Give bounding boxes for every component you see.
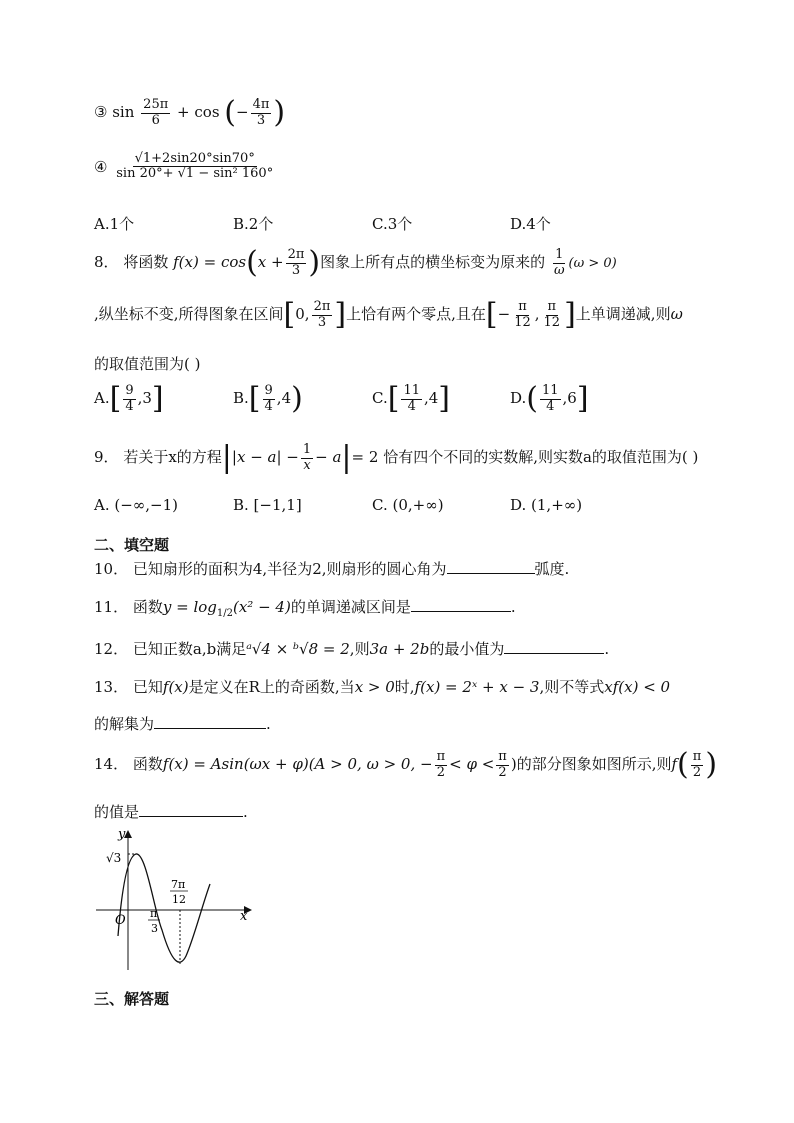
den: 12 — [514, 314, 531, 330]
den: x — [303, 457, 311, 473]
q9-eq-b: − a — [315, 448, 342, 466]
q11 — [94, 596, 516, 619]
q8-text-b: 图象上所有点的横坐标变为原来的 — [320, 253, 546, 271]
den: 4 — [125, 398, 134, 414]
bracket-left: [ — [283, 297, 296, 332]
q9-eq-c: = 2 — [351, 448, 379, 466]
q8-int1-frac — [312, 300, 333, 330]
num: π — [436, 749, 446, 765]
bracket-left: [ — [485, 297, 498, 332]
q14-f: f — [671, 755, 678, 773]
num: 2π — [287, 247, 305, 263]
q9-line-1 — [94, 440, 699, 475]
q9-eq-a: |x − a| − — [231, 448, 299, 466]
q10-text-b: 弧度. — [534, 560, 570, 578]
q14-line-1 — [94, 747, 718, 782]
q13-text-a: 已知 — [132, 678, 163, 696]
bracket-left: [ — [248, 381, 261, 416]
q8-frac-2pi-3 — [286, 248, 307, 278]
q8-text-a: 将函数 — [123, 253, 169, 271]
q8-line2-a: ,纵坐标不变,所得图象在区间 — [94, 305, 284, 323]
q9-text-a: 若关于x的方程 — [123, 448, 222, 466]
q8-line-2: ,纵坐标不变,所得图象在区间[0, $\frac{2\pi}{3}$ ]上恰有两个零点,且在[− $\frac{\pi}{12}$ , $\frac{\pi}{12}$ ]上单调递减,则ω — [94, 297, 683, 332]
pi-third-num: π — [150, 907, 158, 920]
pi-third-den: 3 — [151, 922, 158, 935]
rest: ,6 — [562, 389, 577, 407]
omega: ω — [670, 305, 683, 323]
num: 9 — [264, 383, 273, 399]
q12-expr2: 3a + 2b — [369, 640, 430, 658]
rest: ,4 — [276, 389, 292, 407]
den: 2 — [436, 764, 445, 780]
q8-w-cond: (ω > 0) — [568, 256, 617, 271]
den: 4 — [407, 398, 416, 414]
frac — [263, 384, 275, 414]
q14-end: . — [243, 803, 248, 821]
den: 6 — [151, 112, 160, 128]
bracket-right: ] — [151, 381, 164, 416]
q14-line2: 的值是 — [94, 803, 140, 821]
label: D. — [510, 389, 527, 407]
item-4-mark: ④ — [94, 157, 108, 176]
q11-arg: (x² − 4) — [233, 598, 291, 616]
q8-number: 8． — [94, 253, 119, 271]
section-2-heading: 二、填空题 — [94, 536, 170, 554]
paren-left: ( — [246, 245, 258, 280]
minus: − — [497, 305, 511, 323]
q13-cond: x > 0 — [354, 678, 395, 696]
num: 1 — [302, 442, 312, 458]
num: 11 — [403, 383, 420, 399]
q10-text-a: 已知扇形的面积为4,半径为2,则扇形的圆心角为 — [132, 560, 447, 578]
q14-frac-3 — [691, 750, 704, 780]
q13-fx: f(x) — [162, 678, 189, 696]
q8-line2-c: 上单调递减,则 — [575, 305, 671, 323]
q8-option-d — [510, 381, 589, 416]
item-3-mark: ③ — [94, 103, 108, 121]
q13-text-d: ,则不等式 — [539, 678, 605, 696]
q12 — [94, 638, 609, 659]
num: 4π — [252, 97, 270, 113]
label: B. — [233, 389, 249, 407]
answer-blank — [504, 639, 604, 654]
q8-option-b — [233, 381, 303, 416]
q9-option-d: D. (1,+∞) — [510, 496, 583, 514]
paren-left: ( — [526, 381, 538, 416]
sin-text: sin — [112, 103, 135, 121]
q9-frac — [301, 443, 313, 473]
num: 1 — [555, 247, 564, 263]
paren-right: ) — [705, 747, 718, 782]
rest: ,3 — [137, 389, 152, 407]
frac — [540, 384, 561, 414]
q8-int1-a: 0, — [295, 305, 310, 323]
q11-text-a: 函数 — [132, 598, 163, 616]
paren-right: ) — [291, 381, 303, 416]
section-3-heading: 三、解答题 — [94, 990, 170, 1008]
paren-left: ( — [224, 95, 237, 130]
q9-number: 9． — [94, 448, 119, 466]
answer-blank — [447, 559, 535, 574]
den: 4 — [264, 398, 273, 414]
q9-text-b: 恰有四个不同的实数解,则实数a的取值范围为( ) — [383, 448, 699, 466]
q13-number: 13． — [94, 678, 129, 696]
den: sin 20°+ √1 − sin² 160° — [116, 166, 274, 182]
q10-number: 10． — [94, 560, 129, 578]
q12-text-b: ,则 — [349, 640, 370, 658]
num: 2π — [313, 299, 331, 315]
num: 9 — [125, 383, 134, 399]
abs-right: | — [341, 440, 352, 475]
bracket-right: ] — [564, 297, 576, 332]
q7-option-c: C.3个 — [372, 215, 413, 233]
paren-right: ) — [273, 95, 286, 130]
q8-int2-frac1 — [512, 300, 533, 330]
rest: ,4 — [423, 389, 439, 407]
sqrt3-label: √3 — [106, 851, 122, 865]
num: √1+2sin20°sin70° — [134, 151, 255, 166]
den: 3 — [291, 262, 301, 278]
paren-left: ( — [677, 747, 689, 782]
q8-line2-b: 上恰有两个零点,且在 — [346, 305, 486, 323]
num: π — [498, 749, 507, 765]
q7-option-b: B.2个 — [233, 215, 274, 233]
q14-tail: ) — [510, 755, 517, 773]
answer-blank — [139, 802, 243, 817]
q7-option-a: A.1个 — [94, 215, 135, 233]
q12-text-c: 的最小值为 — [429, 640, 505, 658]
sine-curve — [118, 854, 210, 962]
q8-line-3: 的取值范围为( ) — [94, 355, 201, 373]
q11-base: 1/2 — [216, 608, 233, 619]
q9-option-a: A. (−∞,−1) — [94, 496, 179, 514]
item-3: ③ sin $\frac{25\pi}{6}$ + cos (− $\frac{4\pi}{3}$ ) — [94, 95, 286, 130]
q12-end: . — [604, 640, 610, 658]
den: 12 — [543, 314, 561, 330]
x-label: x — [240, 909, 248, 924]
y-label: y — [118, 827, 126, 842]
seven-pi-den: 12 — [172, 893, 186, 906]
q11-number: 11． — [94, 598, 129, 616]
den: 3 — [317, 314, 327, 330]
bracket-left: [ — [387, 381, 400, 416]
q8-line-1 — [94, 245, 617, 280]
label: A. — [94, 389, 110, 407]
q8-frac-1-omega — [552, 248, 567, 278]
q10 — [94, 558, 569, 579]
q14-expr: f(x) = Asin(ωx + φ)(A > 0, ω > 0, − — [162, 755, 433, 773]
fraction-25pi-6 — [141, 98, 170, 128]
bracket-right: ] — [438, 381, 451, 416]
q14-frac-1 — [435, 750, 448, 780]
q7-option-d: D.4个 — [510, 215, 551, 233]
den: 2 — [692, 764, 702, 780]
q8-func: f(x) = cos — [173, 253, 247, 271]
q13-text-b: 是定义在R上的奇函数,当 — [188, 678, 355, 696]
q13-end: . — [266, 715, 271, 733]
fraction-4pi-3 — [251, 98, 272, 128]
num: 25π — [143, 97, 169, 113]
q9-option-b: B. [−1,1] — [233, 496, 302, 514]
q11-expr: y = log — [162, 598, 217, 616]
origin-label: O — [115, 913, 126, 928]
q8-int2-frac2 — [542, 300, 563, 330]
den: 3 — [256, 112, 266, 128]
fraction-sqrt — [114, 152, 275, 182]
abs-left: | — [221, 440, 232, 475]
q14-text-a: 函数 — [132, 755, 163, 773]
label: C. — [372, 389, 388, 407]
q14-frac-2 — [496, 750, 509, 780]
frac — [123, 384, 135, 414]
q14-mid: < φ < — [449, 755, 495, 773]
q14-text-b: 的部分图象如图所示,则 — [516, 755, 672, 773]
q13-line-1 — [94, 676, 670, 697]
q13-line2: 的解集为 — [94, 715, 155, 733]
den: 2 — [498, 764, 507, 780]
item-4 — [94, 152, 277, 182]
q12-number: 12． — [94, 640, 129, 658]
num: π — [692, 749, 702, 765]
num: 11 — [541, 383, 559, 399]
q8-option-a — [94, 381, 164, 416]
sine-graph-figure — [94, 826, 260, 974]
q8-option-c — [372, 381, 451, 416]
bracket-right: ] — [334, 297, 347, 332]
q8-x-plus: x + — [257, 253, 284, 271]
paren-right: ) — [308, 245, 321, 280]
q13-def: f(x) = 2ˣ + x − 3 — [414, 678, 540, 696]
frac — [401, 384, 422, 414]
num: π — [547, 299, 557, 315]
plus-cos: + cos — [177, 103, 220, 121]
q12-expr: ᵃ√4 × ᵇ√8 = 2 — [246, 640, 350, 658]
q12-text-a: 已知正数a,b满足 — [132, 640, 247, 658]
bracket-left: [ — [109, 381, 122, 416]
den: ω — [553, 262, 565, 278]
q14-line-2 — [94, 801, 248, 822]
q9-option-c: C. (0,+∞) — [372, 496, 444, 514]
q13-line-2 — [94, 713, 271, 734]
q14-number: 14． — [94, 755, 129, 773]
answer-blank — [154, 714, 266, 729]
bracket-right: ] — [576, 381, 589, 416]
answer-blank — [411, 597, 511, 612]
q11-text-b: 的单调递减区间是 — [290, 598, 411, 616]
num: π — [518, 299, 527, 315]
q13-ineq: xf(x) < 0 — [604, 678, 671, 696]
den: 4 — [546, 398, 555, 414]
q13-text-c: 时, — [394, 678, 415, 696]
q11-end: . — [510, 598, 516, 616]
seven-pi-num: 7π — [171, 878, 186, 891]
